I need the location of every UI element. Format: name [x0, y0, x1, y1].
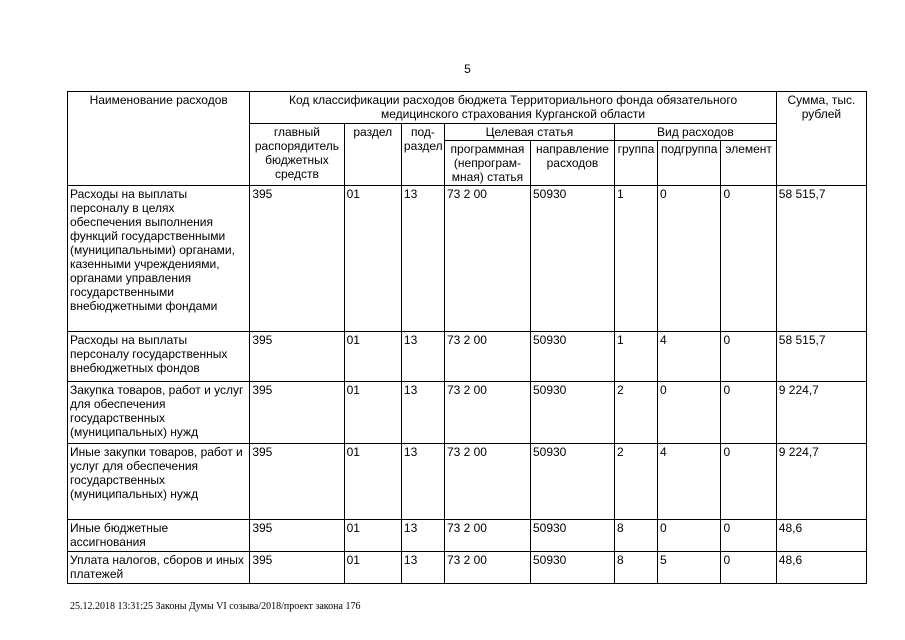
row-group: 1	[614, 332, 657, 382]
row-subsection: 13	[401, 520, 444, 552]
row-name: Уплата налогов, сборов и иных платежей	[68, 552, 250, 584]
row-program: 73 2 00	[444, 520, 530, 552]
row-subgroup: 4	[657, 444, 721, 520]
table-row	[68, 332, 867, 382]
budget-table	[67, 91, 867, 584]
row-direction: 50930	[530, 332, 614, 382]
row-sum: 58 515,7	[776, 332, 866, 382]
row-sum: 9 224,7	[776, 382, 866, 444]
header-sum: Сумма, тыс. рублей	[776, 92, 866, 186]
header-code-group: Код классификации расходов бюджета Территориального фонда обязательного медицинского страхования Курганской области	[250, 92, 776, 124]
row-group: 2	[614, 382, 657, 444]
row-sum: 58 515,7	[776, 186, 866, 332]
header-main-manager: главный распорядитель бюджетных средств	[250, 124, 344, 186]
header-subsection: под-раздел	[401, 124, 444, 186]
row-subgroup: 0	[657, 520, 721, 552]
header-target-article: Целевая статья	[444, 124, 614, 141]
row-subgroup: 4	[657, 332, 721, 382]
row-section: 01	[344, 552, 401, 584]
row-subsection: 13	[401, 552, 444, 584]
row-manager: 395	[250, 444, 344, 520]
row-group: 2	[614, 444, 657, 520]
header-program-article: программная (непрограм-мная) статья	[444, 141, 530, 186]
row-program: 73 2 00	[444, 444, 530, 520]
page-number: 5	[464, 62, 471, 76]
row-subgroup: 0	[657, 186, 721, 332]
row-subsection: 13	[401, 382, 444, 444]
row-group: 8	[614, 552, 657, 584]
row-element: 0	[721, 186, 776, 332]
header-direction: направление расходов	[530, 141, 614, 186]
row-section: 01	[344, 520, 401, 552]
header-expense-type: Вид расходов	[614, 124, 776, 141]
row-sum: 48,6	[776, 520, 866, 552]
row-section: 01	[344, 186, 401, 332]
table-row	[68, 520, 867, 552]
row-subgroup: 0	[657, 382, 721, 444]
row-element: 0	[721, 520, 776, 552]
row-direction: 50930	[530, 520, 614, 552]
row-program: 73 2 00	[444, 186, 530, 332]
row-name: Иные бюджетные ассигнования	[68, 520, 250, 552]
table-row	[68, 382, 867, 444]
row-manager: 395	[250, 520, 344, 552]
row-subsection: 13	[401, 444, 444, 520]
row-group: 1	[614, 186, 657, 332]
row-direction: 50930	[530, 382, 614, 444]
row-element: 0	[721, 332, 776, 382]
row-subsection: 13	[401, 332, 444, 382]
row-direction: 50930	[530, 552, 614, 584]
row-name: Закупка товаров, работ и услуг для обеспечения государственных (муниципальных) нужд	[68, 382, 250, 444]
table-row	[68, 444, 867, 520]
header-element: элемент	[721, 141, 776, 186]
row-program: 73 2 00	[444, 552, 530, 584]
row-sum: 9 224,7	[776, 444, 866, 520]
row-subsection: 13	[401, 186, 444, 332]
row-subgroup: 5	[657, 552, 721, 584]
table-row	[68, 552, 867, 584]
row-element: 0	[721, 552, 776, 584]
row-program: 73 2 00	[444, 382, 530, 444]
row-sum: 48,6	[776, 552, 866, 584]
row-direction: 50930	[530, 186, 614, 332]
table-row	[68, 186, 867, 332]
row-group: 8	[614, 520, 657, 552]
row-section: 01	[344, 444, 401, 520]
header-group: группа	[614, 141, 657, 186]
header-section: раздел	[344, 124, 401, 186]
row-direction: 50930	[530, 444, 614, 520]
row-name: Расходы на выплаты персоналу государственных внебюджетных фондов	[68, 332, 250, 382]
footer-path: 25.12.2018 13:31:25 Законы Думы VI созыва/2018/проект закона 176	[70, 601, 361, 612]
row-program: 73 2 00	[444, 332, 530, 382]
header-name: Наименование расходов	[68, 92, 250, 186]
row-manager: 395	[250, 186, 344, 332]
row-element: 0	[721, 444, 776, 520]
row-section: 01	[344, 382, 401, 444]
row-name: Иные закупки товаров, работ и услуг для обеспечения государственных (муниципальных) нужд	[68, 444, 250, 520]
row-section: 01	[344, 332, 401, 382]
row-manager: 395	[250, 382, 344, 444]
row-name: Расходы на выплаты персоналу в целях обеспечения выполнения функций государственными (муниципальными) органами, казенными учреждениями, органами управления государственными внебюджетными фондами	[68, 186, 250, 332]
row-element: 0	[721, 382, 776, 444]
row-manager: 395	[250, 552, 344, 584]
row-manager: 395	[250, 332, 344, 382]
header-subgroup: подгруппа	[657, 141, 721, 186]
